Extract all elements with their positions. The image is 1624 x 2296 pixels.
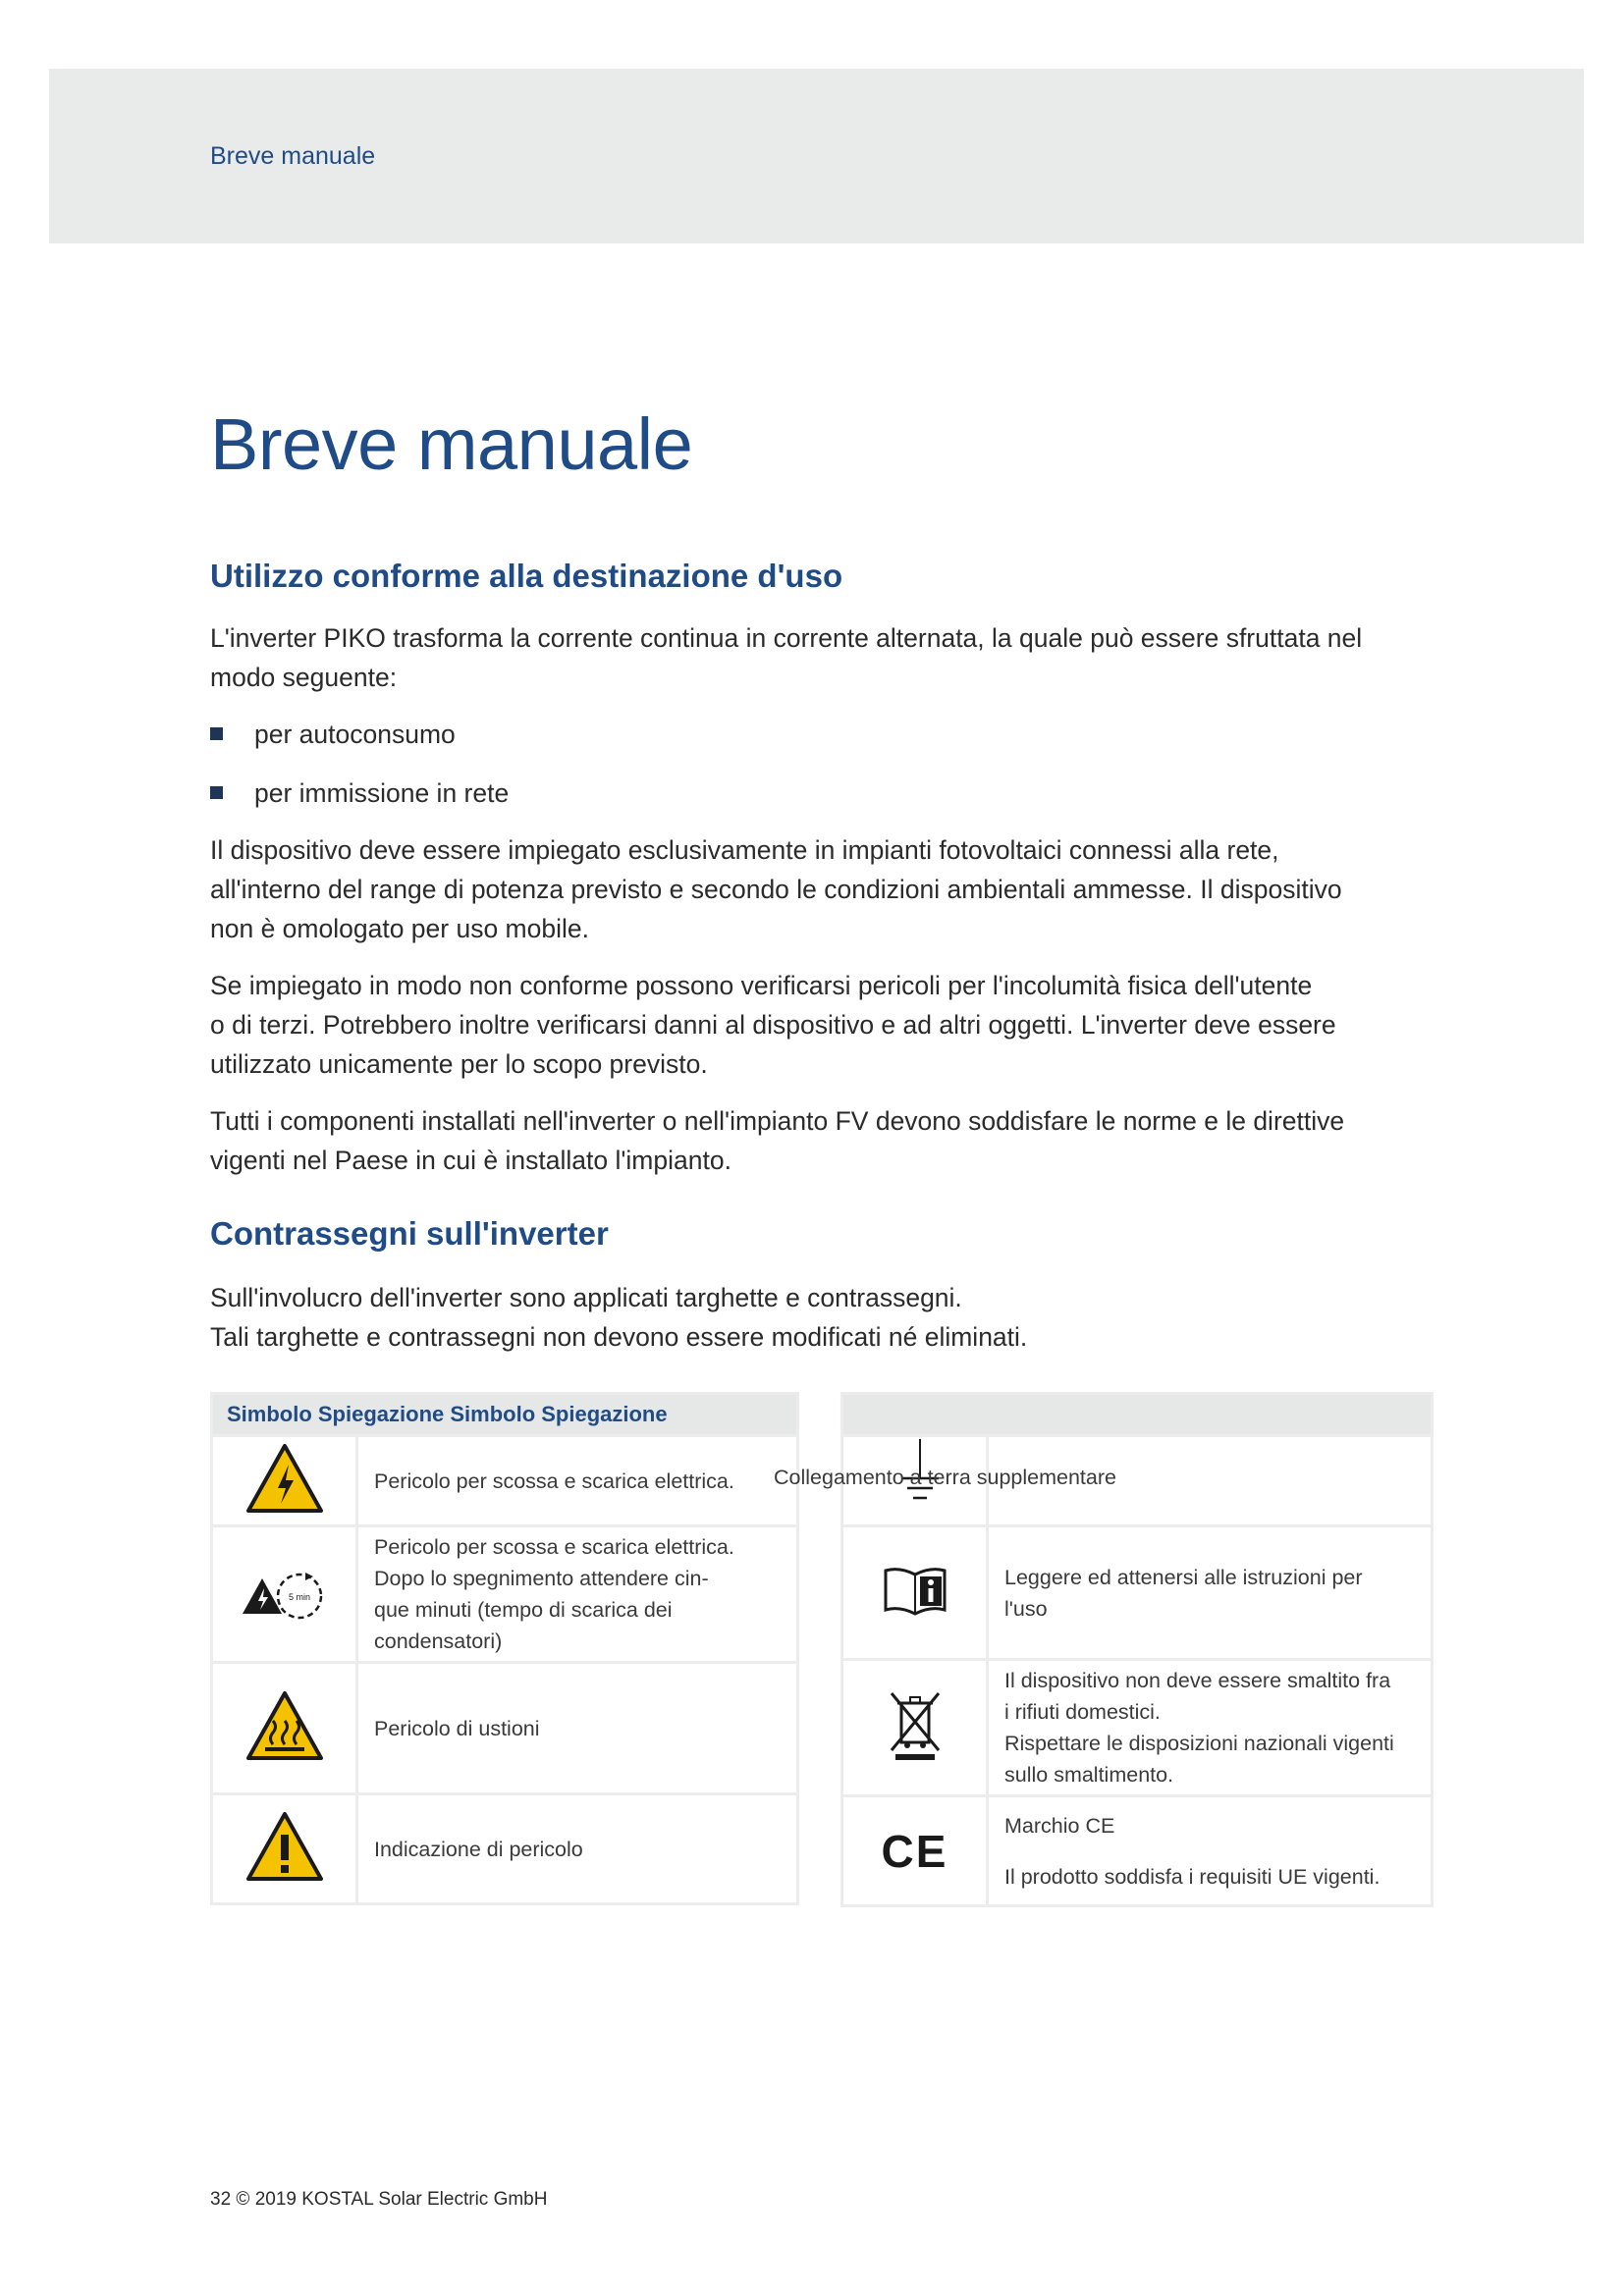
table-header: [842, 1394, 1433, 1436]
weee-bin-icon: [888, 1689, 943, 1762]
header-label: Breve manuale: [210, 142, 376, 170]
intro-paragraph: L'inverter PIKO trasforma la corrente continua in corrente alternata, la quale può essere sfruttata nel modo seguente:: [210, 623, 1363, 692]
hot-surface-warning-icon: [245, 1690, 324, 1761]
symbol-cell: [842, 1526, 988, 1660]
explanation-cell: Pericolo di ustioni: [357, 1663, 798, 1794]
symbol-table-left: [210, 1392, 799, 1905]
explanation-cell: Il dispositivo non deve essere smaltito fra i rifiuti domestici. Rispettare le disposizioni nazionali vigenti sullo smaltimento.: [988, 1660, 1433, 1796]
explanation-cell: Marchio CE Il prodotto soddisfa i requisiti UE vigenti.: [988, 1796, 1433, 1906]
symbol-cell: [842, 1660, 988, 1796]
section-heading-intended-use: Utilizzo conforme alla destinazione d'uso: [210, 558, 843, 594]
table-row: [212, 1436, 798, 1526]
page-title: Breve manuale: [210, 403, 693, 485]
symbol-cell: [212, 1794, 357, 1904]
explanation-cell: Indicazione di pericolo: [357, 1794, 798, 1904]
table-row: [842, 1526, 1433, 1660]
paragraph-misuse: Se impiegato in modo non conforme possono verificarsi pericoli per l'incolumità fisica dell'utente o di terzi. Potrebbero inoltre verificarsi danni al dispositivo e ad altri oggetti. L'inverter deve essere utilizzato unicamente per lo scopo previsto.: [210, 971, 1336, 1079]
explanation-cell: Pericolo per scossa e scarica elettrica. Dopo lo spegnimento attendere cin- que minuti (tempo di scarica dei condensatori): [357, 1526, 798, 1663]
general-warning-icon: [245, 1811, 324, 1882]
table-header: Simbolo Spiegazione Simbolo Spiegazione: [212, 1394, 798, 1436]
bullet-square-icon: [210, 727, 223, 740]
svg-text:5 min: 5 min: [288, 1591, 310, 1602]
table-row: [842, 1796, 1433, 1906]
markings-intro-paragraph: Sull'involucro dell'inverter sono applicati targhette e contrassegni. Tali targhette e contrassegni non devono essere modificati né eliminati.: [210, 1283, 1028, 1352]
bullet-square-icon: [210, 786, 223, 799]
electric-shock-warning-icon: [245, 1443, 324, 1514]
table-row: [842, 1660, 1433, 1796]
section-heading-markings: Contrassegni sull'inverter: [210, 1215, 609, 1252]
header-band: [49, 69, 1584, 243]
table-row: [212, 1794, 798, 1904]
bullet-item: per immissione in rete: [210, 774, 509, 813]
explanation-cell: Pericolo per scossa e scarica elettrica.: [357, 1436, 798, 1526]
table-row: [212, 1526, 798, 1663]
symbol-cell: [212, 1663, 357, 1794]
symbol-cell: [842, 1796, 988, 1906]
read-manual-icon: [883, 1565, 947, 1616]
ground-explanation-text: Collegamento a terra supplementare: [774, 1466, 1116, 1489]
ce-mark-icon: CE: [881, 1825, 948, 1877]
paragraph-components: Tutti i componenti installati nell'inverter o nell'impianto FV devono soddisfare le norme e le direttive vigenti nel Paese in cui è installato l'impianto.: [210, 1106, 1345, 1175]
paragraph-usage: Il dispositivo deve essere impiegato esclusivamente in impianti fotovoltaici connessi alla rete, all'interno del range di potenza previsto e secondo le condizioni ambientali ammesse. Il dispositivo non è omologato per uso mobile.: [210, 835, 1342, 943]
symbol-cell: [212, 1436, 357, 1526]
explanation-cell: Leggere ed attenersi alle istruzioni per l'uso: [988, 1526, 1433, 1660]
symbol-cell: [212, 1526, 357, 1663]
footer-text: 32 © 2019 KOSTAL Solar Electric GmbH: [210, 2189, 548, 2210]
electric-shock-5min-icon: [241, 1557, 329, 1628]
table-row: [212, 1663, 798, 1794]
bullet-item: per autoconsumo: [210, 715, 456, 754]
